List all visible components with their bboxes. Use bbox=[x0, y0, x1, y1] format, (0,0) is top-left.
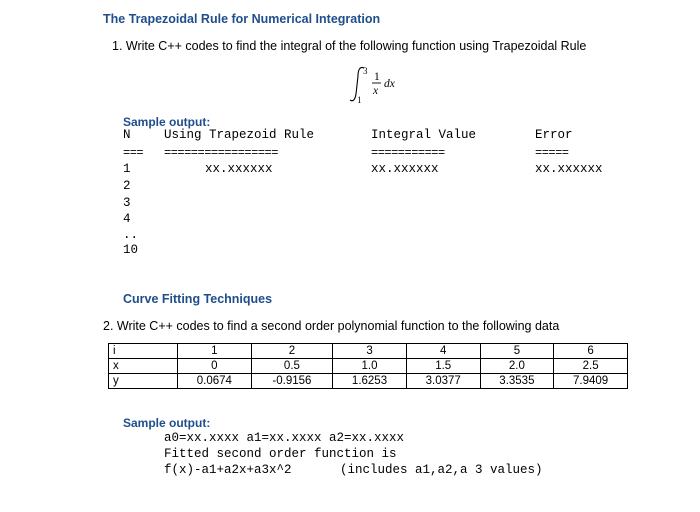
question-1-text: 1. Write C++ codes to find the integral of the following function using Trapezoidal Rule bbox=[112, 39, 587, 53]
n-value: 3 bbox=[123, 196, 131, 210]
underline-trapezoid: ================= bbox=[164, 146, 278, 160]
table-row bbox=[109, 344, 628, 359]
table-cell: 3.3535 bbox=[480, 374, 554, 389]
document-title: The Trapezoidal Rule for Numerical Integration bbox=[103, 12, 381, 26]
col-header-n: N bbox=[123, 128, 131, 142]
integral-lower-limit: 1 bbox=[357, 95, 362, 105]
error-value: xx.xxxxxx bbox=[535, 162, 603, 176]
col-header-trapezoid: Using Trapezoid Rule bbox=[164, 128, 315, 142]
table-cell: -0.9156 bbox=[251, 374, 332, 389]
col-header-error: Error bbox=[535, 128, 573, 142]
table-cell: 4 bbox=[406, 344, 480, 359]
sample-output-1-heading: Sample output: bbox=[123, 115, 211, 129]
table-row bbox=[109, 374, 628, 389]
trapezoid-value: xx.xxxxxx bbox=[205, 162, 273, 176]
fraction-numerator: 1 bbox=[374, 71, 380, 83]
table-cell: 1.6253 bbox=[333, 374, 407, 389]
table-cell: 1.0 bbox=[333, 359, 407, 374]
underline-integral: =========== bbox=[371, 146, 445, 160]
col-header-integral: Integral Value bbox=[371, 128, 477, 142]
row-label: i bbox=[109, 344, 178, 359]
ellipsis: .. bbox=[123, 228, 139, 242]
table-cell: 3 bbox=[333, 344, 407, 359]
fitted-function-line: Fitted second order function is bbox=[164, 447, 397, 461]
table-cell: 7.9409 bbox=[554, 374, 628, 389]
table-cell: 2 bbox=[251, 344, 332, 359]
n-value: 1 bbox=[123, 162, 131, 176]
table-cell: 1 bbox=[178, 344, 252, 359]
integral-value: xx.xxxxxx bbox=[371, 162, 439, 176]
coefficients-line: a0=xx.xxxx a1=xx.xxxx a2=xx.xxxx bbox=[164, 431, 405, 445]
data-table bbox=[108, 343, 628, 389]
n-value: 2 bbox=[123, 179, 131, 193]
function-formula: f(x)-a1+a2x+a3x^2 bbox=[164, 463, 292, 477]
integral-upper-limit: 3 bbox=[363, 66, 368, 76]
table-row bbox=[109, 359, 628, 374]
table-cell: 5 bbox=[480, 344, 554, 359]
table-cell: 0.5 bbox=[251, 359, 332, 374]
integral-expression bbox=[348, 64, 408, 106]
integral-dx: dx bbox=[384, 78, 395, 90]
table-cell: 2.0 bbox=[480, 359, 554, 374]
table-cell: 0 bbox=[178, 359, 252, 374]
underline-error: ===== bbox=[535, 146, 569, 160]
table-cell: 0.0674 bbox=[178, 374, 252, 389]
n-value: 4 bbox=[123, 212, 131, 226]
fraction-denominator: x bbox=[373, 85, 379, 97]
sample-output-2-heading: Sample output: bbox=[123, 416, 211, 430]
question-2-text: 2. Write C++ codes to find a second order polynomial function to the following data bbox=[103, 319, 560, 333]
table-cell: 6 bbox=[554, 344, 628, 359]
function-note: (includes a1,a2,a 3 values) bbox=[340, 463, 543, 477]
table-cell: 3.0377 bbox=[406, 374, 480, 389]
row-label: y bbox=[109, 374, 178, 389]
n-value: 10 bbox=[123, 243, 139, 257]
underline-n: === bbox=[123, 146, 144, 160]
table-cell: 1.5 bbox=[406, 359, 480, 374]
table-cell: 2.5 bbox=[554, 359, 628, 374]
curve-fitting-heading: Curve Fitting Techniques bbox=[123, 292, 273, 306]
row-label: x bbox=[109, 359, 178, 374]
